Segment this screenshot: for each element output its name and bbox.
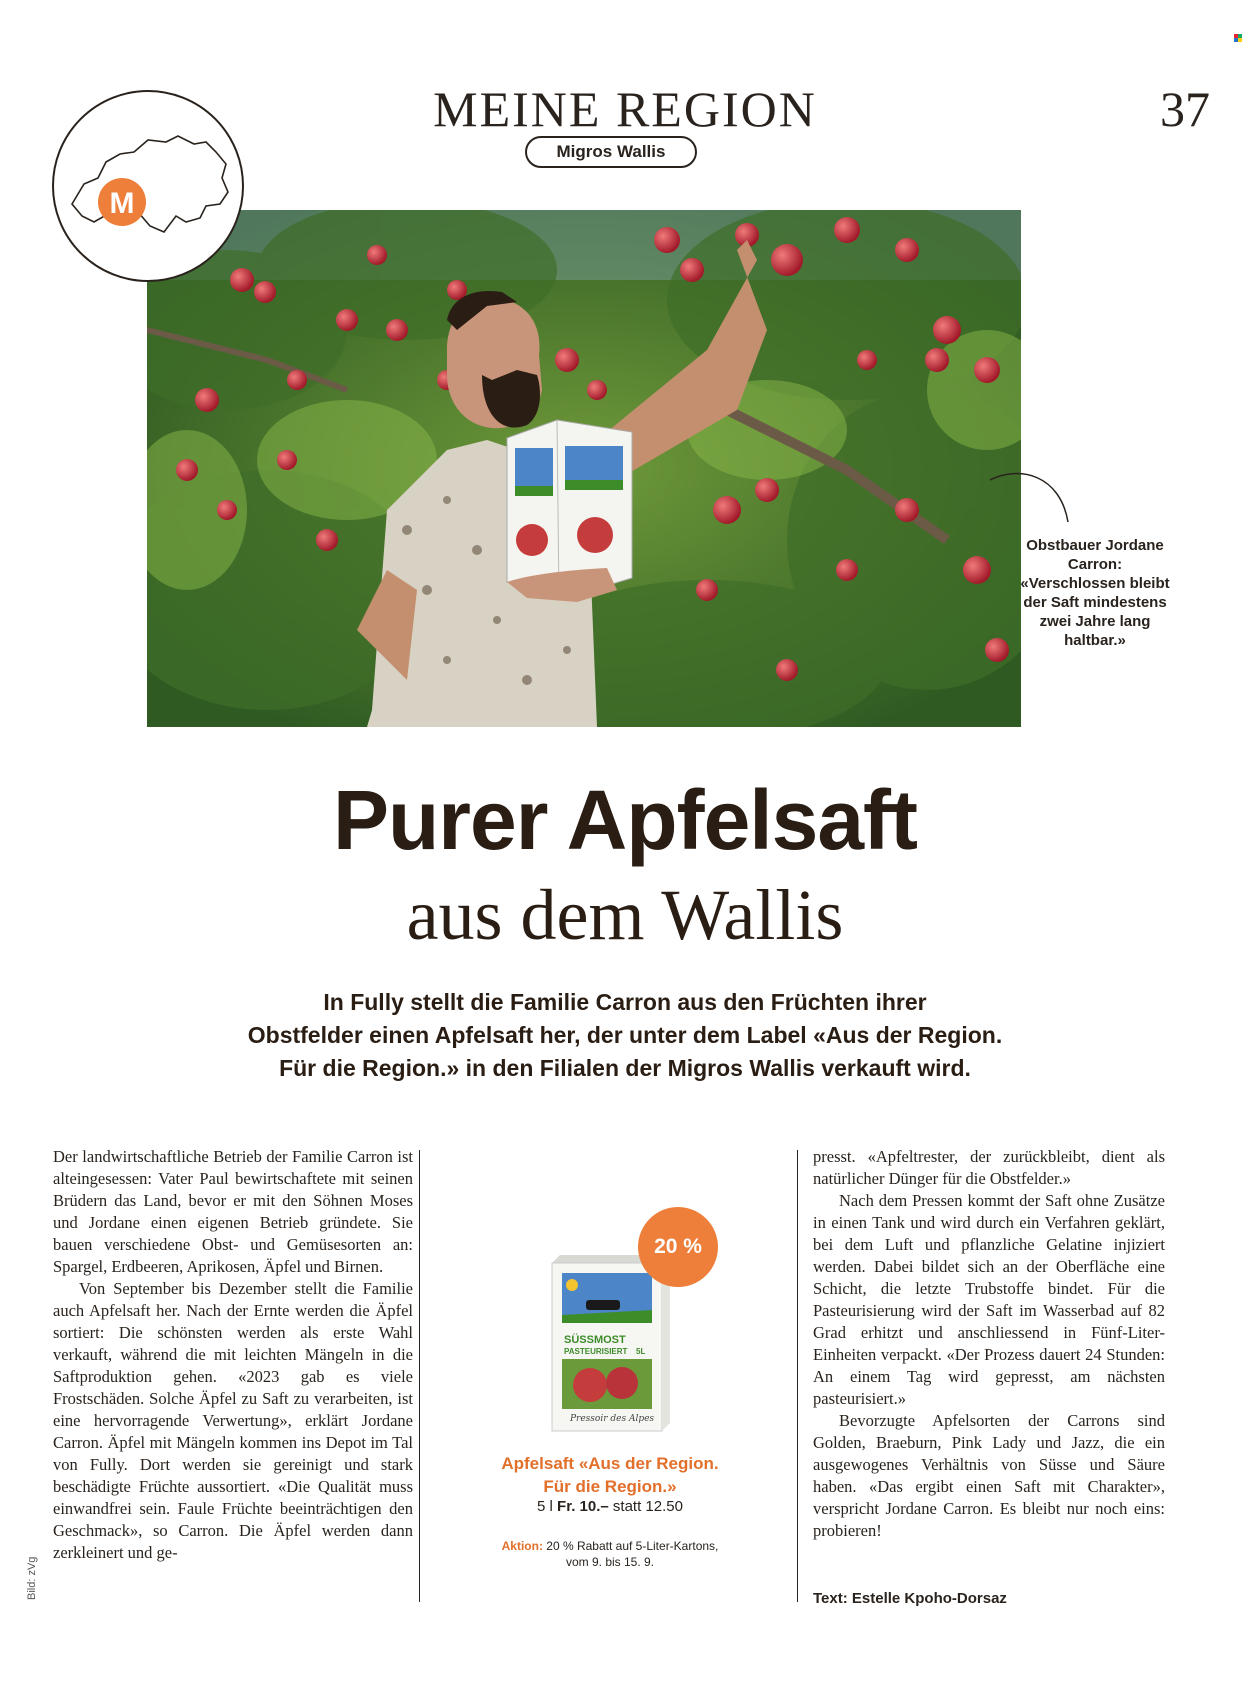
promo-text: 20 % Rabatt auf 5-Liter-Kartons,: [546, 1539, 719, 1553]
product-image: [550, 1255, 672, 1433]
product-size: 5 l: [537, 1498, 553, 1515]
box-label-size: 5L: [636, 1347, 646, 1356]
promo-info: [430, 1538, 790, 1570]
product-name: [430, 1452, 790, 1498]
migros-logo-letter: M: [109, 187, 135, 220]
section-title: MEINE REGION: [433, 81, 817, 137]
switzerland-map-icon: [54, 92, 242, 280]
caption-pointer-arrow: [990, 470, 1090, 530]
subheadline: aus dem Wallis: [406, 875, 844, 955]
promo-dates: vom 9. bis 15. 9.: [565, 1555, 655, 1569]
headline: Purer Apfelsaft: [332, 773, 918, 867]
product-name-line: Für die Region.»: [543, 1477, 677, 1496]
discount-badge: 20 %: [638, 1207, 718, 1287]
page-number: 37: [1160, 81, 1210, 137]
old-price: statt 12.50: [612, 1498, 683, 1515]
region-pill: Migros Wallis: [525, 136, 697, 168]
lead-line: In Fully stellt die Familie Carron aus den Früchten ihrer: [323, 989, 927, 1015]
box-label-line2: PASTEURISIERT: [564, 1347, 628, 1356]
lead-line: Obstfelder einen Apfelsaft her, der unter dem Label «Aus der Region.: [247, 1022, 1003, 1048]
column-divider: [797, 1150, 798, 1602]
price-value: Fr. 10.–: [557, 1498, 609, 1515]
article-paragraph: presst. «Apfeltrester, der zurückbleibt, dient als natürlicher Dünger für die Obstfelder.»: [813, 1147, 1165, 1188]
orchard-photo: [147, 210, 1021, 727]
article-column-right: [813, 1146, 1165, 1542]
article-paragraph: Der landwirtschaftliche Betrieb der Familie Carron ist alteingesessen: Vater Paul bewirtschaftete mit seinen Brüdern das Land, bevor er mit den Söhnen Moses und Jordane einen eigenen Betrieb gründete. Sie bauen verschiedene Obst- und Gemüsesorten an: Spargel, Erdbeeren, Aprikosen, Äpfel und Birnen.: [53, 1147, 413, 1276]
product-name-line: Apfelsaft «Aus der Region.: [501, 1454, 719, 1473]
switzerland-map-badge: [52, 90, 244, 282]
article-paragraph: Nach dem Pressen kommt der Saft ohne Zusätze in einen Tank und wird durch ein Verfahren geklärt, bei dem Luft und pflanzliche Gelatine injiziert werden. Dabei bildet sich an der Oberfläche eine Schicht, die letzte Trubstoffe bindet. Für die Pasteurisierung wird der Saft im Wasserbad auf 82 Grad erhitzt und anschliessend in Fünf-Liter-Einheiten verpackt. «Der Prozess dauert 24 Stunden: An einem Tag wird gepresst, am nächsten pasteurisiert.»: [813, 1191, 1165, 1408]
promo-label: Aktion:: [501, 1539, 543, 1553]
article-column-left: [53, 1146, 413, 1564]
color-marker-icon: [1234, 34, 1242, 42]
box-label-line1: SÜSSMOST: [564, 1334, 626, 1346]
photo-credit: Bild: zVg: [26, 1556, 38, 1600]
lead-line: Für die Region.» in den Filialen der Migros Wallis verkauft wird.: [279, 1055, 971, 1081]
article-paragraph: Von September bis Dezember stellt die Familie auch Apfelsaft her. Nach der Ernte werden die Äpfel sortiert: Die schönsten werden als erste Wahl verkauft, während die mit leichten Mängeln in die Saftproduktion gehen. «2023 gab es viele Frostschäden. Solche Äpfel zu Saft zu verarbeiten, ist eine hervorragende Verwertung», erklärt Jordane Carron. Äpfel mit Mängeln kommen ins Depot im Tal von Fully. Dort werden sie gereinigt und stark beschädigte Früchte aussortiert. «Die Qualität muss einwandfrei sein. Faule Früchte beeinträchtigen den Geschmack», so Carron. Die Äpfel werden dann zerkleinert und ge-: [53, 1279, 413, 1562]
column-divider: [419, 1150, 420, 1602]
box-script-label: Pressoir des Alpes: [570, 1414, 655, 1424]
lead-text: [180, 986, 1070, 1085]
product-price: [430, 1498, 790, 1515]
author-credit: Text: Estelle Kpoho-Dorsaz: [813, 1590, 1007, 1607]
photo-caption: Obstbauer Jordane Carron: «Verschlossen bleibt der Saft mindestens zwei Jahre lang haltbar.»: [1020, 537, 1170, 649]
article-paragraph: Bevorzugte Apfelsorten der Carrons sind Golden, Braeburn, Pink Lady und Jazz, die ein ausgewogenes Verhältnis von Süsse und Säure haben. «Das ergibt einen Saft mit Charakter», verspricht Jordane Carron. Es bleibt nur noch eins: probieren!: [813, 1411, 1165, 1540]
